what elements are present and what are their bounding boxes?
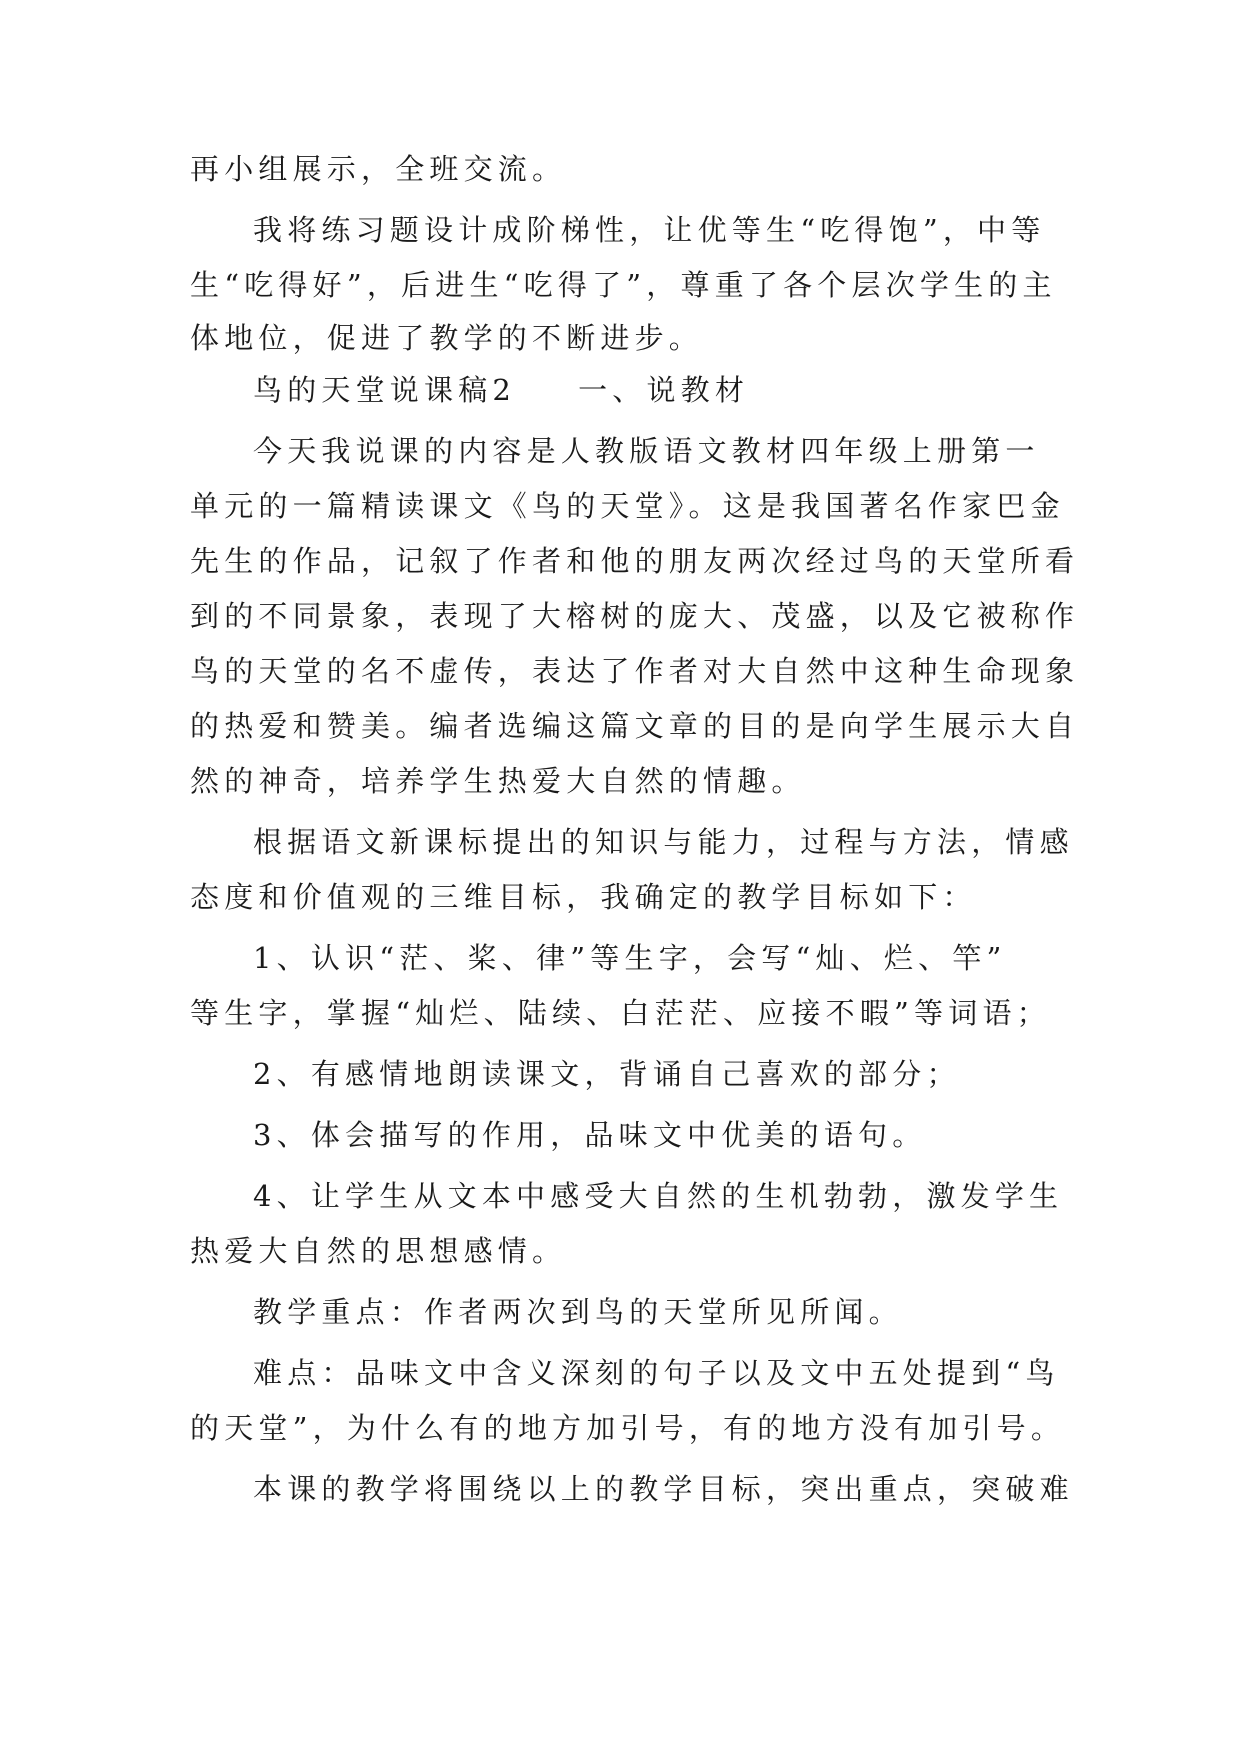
- list-item: 4、让学生从文本中感受大自然的生机勃勃，激发学生: [253, 1179, 1064, 1213]
- paragraph-start: 难点：品味文中含义深刻的句子以及文中五处提到“鸟: [253, 1356, 1060, 1390]
- text-line: 再小组展示，全班交流。: [190, 152, 567, 186]
- text-line: 先生的作品，记叙了作者和他的朋友两次经过鸟的天堂所看: [190, 544, 1080, 578]
- paragraph-start: 今天我说课的内容是人教版语文教材四年级上册第一: [253, 434, 1040, 468]
- paragraph-start: 我将练习题设计成阶梯性，让优等生“吃得饱”，中等: [253, 213, 1046, 247]
- text-line: 热爱大自然的思想感情。: [190, 1234, 567, 1268]
- list-item: 2、有感情地朗读课文，背诵自己喜欢的部分；: [253, 1057, 961, 1091]
- list-item: 3、体会描写的作用，品味文中优美的语句。: [253, 1118, 927, 1152]
- text-line: 然的神奇，培养学生热爱大自然的情趣。: [190, 764, 806, 798]
- text-line: 鸟的天堂的名不虚传，表达了作者对大自然中这种生命现象: [190, 654, 1080, 688]
- list-item: 1、认识“茫、桨、律”等生字，会写“灿、烂、竿”: [253, 941, 1007, 975]
- text-line: 到的不同景象，表现了大榕树的庞大、茂盛，以及它被称作: [190, 599, 1080, 633]
- paragraph-start: 教学重点：作者两次到鸟的天堂所见所闻。: [253, 1295, 903, 1329]
- text-line: 单元的一篇精读课文《鸟的天堂》。这是我国著名作家巴金: [190, 489, 1065, 523]
- section-title: 鸟的天堂说课稿2: [253, 373, 517, 407]
- paragraph-start: 本课的教学将围绕以上的教学目标，突出重点，突破难: [253, 1472, 1074, 1506]
- subsection-title: 一、说教材: [578, 373, 750, 407]
- text-line: 态度和价值观的三维目标，我确定的教学目标如下：: [190, 880, 977, 914]
- text-line: 的热爱和赞美。编者选编这篇文章的目的是向学生展示大自: [190, 709, 1080, 743]
- text-line: 体地位，促进了教学的不断进步。: [190, 321, 704, 355]
- text-line: 的天堂”，为什么有的地方加引号，有的地方没有加引号。: [190, 1411, 1066, 1445]
- text-line: 等生字，掌握“灿烂、陆续、白茫茫、应接不暇”等词语；: [190, 996, 1051, 1030]
- paragraph-start: 根据语文新课标提出的知识与能力，过程与方法，情感: [253, 825, 1074, 859]
- text-line: 生“吃得好”，后进生“吃得了”，尊重了各个层次学生的主: [190, 268, 1057, 302]
- section-heading: [253, 370, 749, 410]
